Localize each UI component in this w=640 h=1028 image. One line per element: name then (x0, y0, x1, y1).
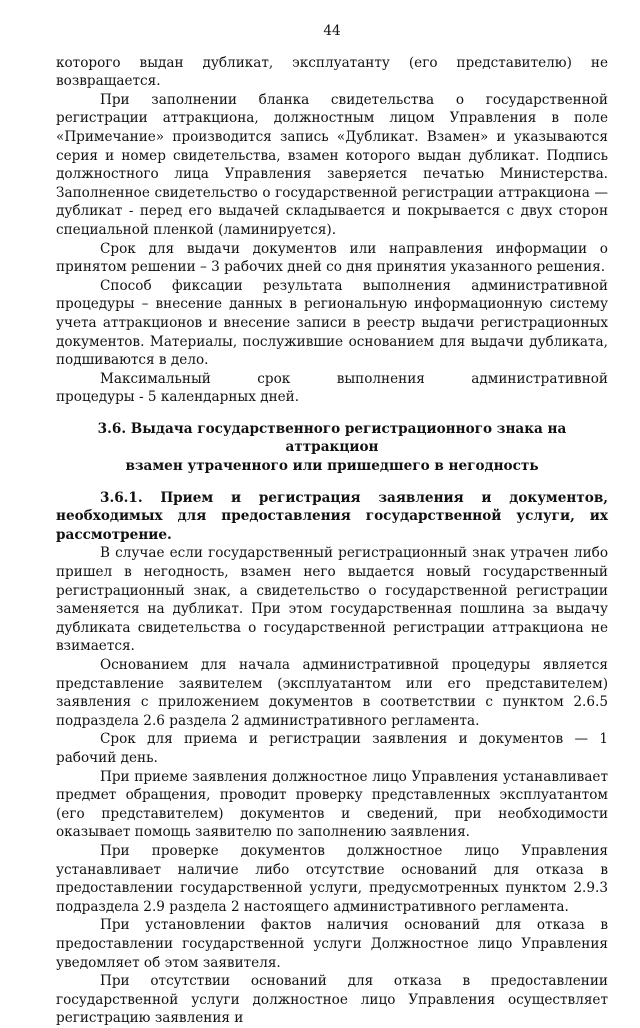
paragraph-continuation: которого выдан дубликат, эксплуатанту (его представителю) не возвращается. (56, 54, 608, 90)
document-page (56, 22, 608, 1028)
section-title-line-2: взамен утраченного или пришедшего в негодность (125, 458, 539, 475)
paragraph-result-recording: Способ фиксации результата выполнения административной процедуры – внесение данных в региональную информационную систему учета аттракционов и внесение записи в реестр выдачи регистрационных документов. Материалы, послужившие основанием для выдачи дубликата, подшиваются в дело. (56, 277, 608, 369)
paragraph-procedure-basis: Основанием для начала административной процедуры является представление заявителем (эксплуатантом или его представителем) заявления с приложением документов в соответствии с пунктом 2.6.5 подраздела 2.6 раздела 2 административного регламента. (56, 657, 608, 729)
paragraph-issue-deadline: Срок для выдачи документов или направления информации о принятом решении – 3 рабочих дней со дня принятия указанного решения. (56, 240, 608, 276)
page-number: 44 (323, 23, 341, 39)
subsection-title: 3.6.1. Прием и регистрация заявления и документов, необходимых для предоставления государственной услуги, их рассмотрение. (56, 489, 608, 543)
paragraph-application-intake: При приеме заявления должностное лицо Управления устанавливает предмет обращения, проводит проверку представленных эксплуатантом (его представителем) документов и сведений, при необходимости оказывает помощь заявителю по заполнению заявления. (56, 768, 608, 841)
paragraph-max-term-end: процедуры - 5 календарных дней. (56, 389, 300, 406)
paragraph-document-check: При проверке документов должностное лицо Управления устанавливает наличие либо отсутствие оснований для отказа в предоставлении государственной услуги, предусмотренных пунктом 2.9.3 подраздела 2.9 раздела 2 настоящего административного регламента. (56, 842, 608, 915)
paragraph-refusal-notice: При установлении фактов наличия оснований для отказа в предоставлении государственной услуги Должностное лицо Управления уведомляет об этом заявителя. (56, 917, 608, 971)
paragraph-duplicate-form: При заполнении бланка свидетельства о государственной регистрации аттракциона, должностным лицом Управления в поле «Примечание» производится запись «Дубликат. Взамен» и указываются серия и номер свидетельства, взамен которого выдан дубликат. Подпись должностного лица Управления заверяется печатью Министерства. Заполненное свидетельство о государственной регистрации аттракциона — дубликат - перед его выдачей складывается и покрывается с двух сторон специальной пленкой (ламинируется). (56, 91, 608, 238)
paragraph-max-term: Максимальный срок выполнения административной (100, 370, 608, 387)
paragraph-registration-term: Срок для приема и регистрации заявления и документов — 1 рабочий день. (56, 731, 608, 766)
paragraph-registration: При отсутствии оснований для отказа в предоставлении государственной услуги должностное лицо Управления осуществляет регистрацию заявления и (56, 973, 608, 1027)
section-title (56, 420, 608, 476)
section-title-line-1: 3.6. Выдача государственного регистрационного знака на аттракцион (97, 420, 567, 456)
paragraph-lost-sign: В случае если государственный регистрационный знак утрачен либо пришел в негодность, взамен него выдается новый государственный регистрационный знак, а свидетельство о государственной регистрации заменяется на дубликат. При этом государственная пошлина за выдачу дубликата свидетельства о государственной регистрации аттракциона не взимается. (56, 545, 608, 655)
